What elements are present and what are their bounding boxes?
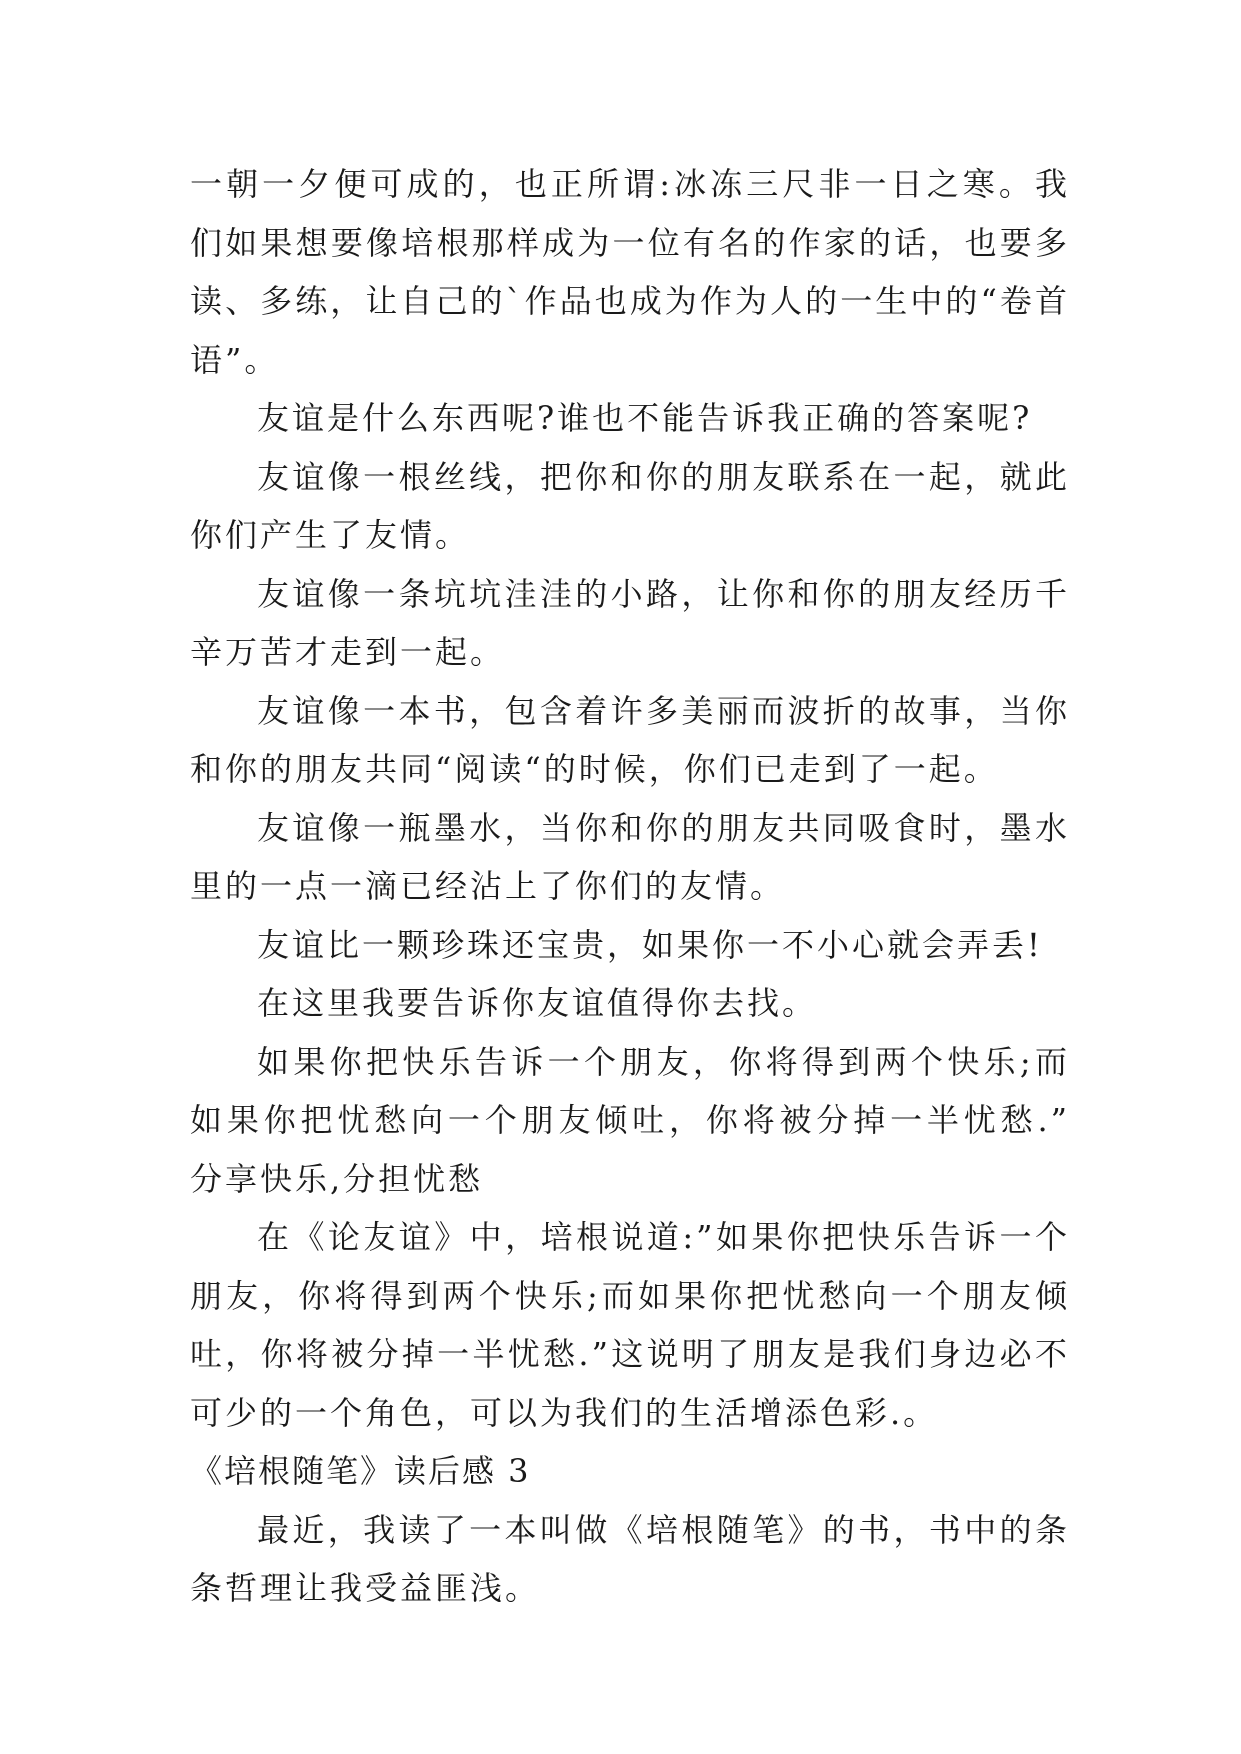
paragraph-10: 在《论友谊》中，培根说道:”如果你把快乐告诉一个朋友，你将得到两个快乐;而如果你把忧愁向一个朋友倾吐，你将被分掉一半忧愁.”这说明了朋友是我们身边必不可少的一个角色，可以为我们的生活增添色彩.。 xyxy=(190,1218,1070,1432)
paragraph-2: 友谊是什么东西呢?谁也不能告诉我正确的答案呢? xyxy=(257,399,1033,437)
paragraph-1: 一朝一夕便可成的，也正所谓:冰冻三尺非一日之寒。我们如果想要像培根那样成为一位有名的作家的话，也要多读、多练，让自己的`作品也成为作为人的一生中的“卷首语”。 xyxy=(190,165,1070,379)
paragraph-6: 友谊像一瓶墨水，当你和你的朋友共同吸食时，墨水里的一点一滴已经沾上了你们的友情。 xyxy=(190,808,1070,905)
paragraph-7: 友谊比一颗珍珠还宝贵，如果你一不小心就会弄丢! xyxy=(257,925,1043,964)
paragraph-5: 友谊像一本书，包含着许多美丽而波折的故事，当你和你的朋友共同“阅读“的时候，你们已走到了一起。 xyxy=(190,691,1070,788)
paragraph-9: 如果你把快乐告诉一个朋友，你将得到两个快乐;而如果你把忧愁向一个朋友倾吐，你将被分掉一半忧愁.” 分享快乐,分担忧愁 xyxy=(190,1042,1070,1198)
paragraph-3: 友谊像一根丝线，把你和你的朋友联系在一起，就此你们产生了友情。 xyxy=(190,457,1070,554)
paragraph-8: 在这里我要告诉你友谊值得你去找。 xyxy=(257,984,818,1022)
section-heading: 《培根随笔》读后感 3 xyxy=(190,1452,531,1490)
paragraph-11: 最近，我读了一本叫做《培根随笔》的书，书中的条条哲理让我受益匪浅。 xyxy=(190,1510,1070,1607)
document-page xyxy=(190,155,1070,1618)
paragraph-4: 友谊像一条坑坑洼洼的小路，让你和你的朋友经历千辛万苦才走到一起。 xyxy=(190,574,1070,671)
